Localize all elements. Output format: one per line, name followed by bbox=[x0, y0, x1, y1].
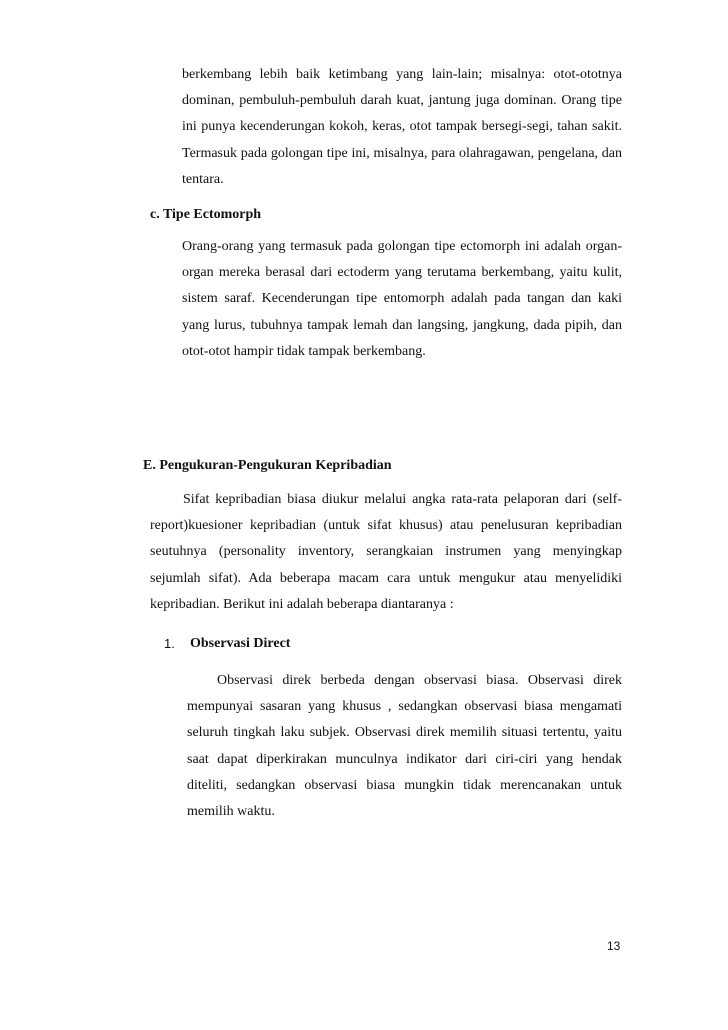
continuation-paragraph bbox=[182, 62, 622, 193]
subsection-1-paragraph bbox=[187, 668, 622, 825]
continuation-text: berkembang lebih baik ketimbang yang lain-lain; misalnya: otot-ototnya dominan, pembuluh-pembuluh darah kuat, jantung juga dominan. Orang tipe ini punya kecenderungan kokoh, keras, otot tampak bersegi-segi, tahan sakit. Termasuk pada golongan tipe ini, misalnya, para olahragawan, pengelana, dan tentara. bbox=[182, 67, 622, 187]
page-number: 13 bbox=[607, 939, 621, 953]
section-c-paragraph bbox=[182, 234, 622, 365]
section-e-paragraph bbox=[150, 487, 622, 618]
subsection-1-text: Observasi direk berbeda dengan observasi biasa. Observasi direk mempunyai sasaran yang khusus , sedangkan observasi biasa mengamati seluruh tingkah laku subjek. Observasi direk memilih situasi tertentu, yaitu saat dapat diperkirakan munculnya indikator dari ciri-ciri yang hendak diteliti, sedangkan observasi biasa mungkin tidak merencanakan untuk memilih waktu. bbox=[187, 673, 622, 820]
section-e-text: Sifat kepribadian biasa diukur melalui angka rata-rata pelaporan dari (self-report)kuesioner kepribadian (untuk sifat khusus) atau penelusuran kepribadian seutuhnya (personality inventory, serangkaian instrumen yang menyingkap sejumlah sifat). Ada beberapa macam cara untuk mengukur atau menyelidiki kepribadian. Berikut ini adalah beberapa diantaranya : bbox=[150, 492, 622, 612]
subsection-1-number: 1. bbox=[164, 636, 175, 651]
subsection-1-heading: Observasi Direct bbox=[190, 636, 291, 651]
section-e-heading: E. Pengukuran-Pengukuran Kepribadian bbox=[143, 458, 392, 473]
section-c-heading: c. Tipe Ectomorph bbox=[150, 207, 262, 222]
section-c-text: Orang-orang yang termasuk pada golongan tipe ectomorph ini adalah organ-organ mereka berasal dari ectoderm yang terutama berkembang, yaitu kulit, sistem saraf. Kecenderungan tipe entomorph adalah pada tangan dan kaki yang lurus, tubuhnya tampak lemah dan langsing, jangkung, dada pipih, dan otot-otot hampir tidak tampak berkembang. bbox=[182, 239, 622, 359]
